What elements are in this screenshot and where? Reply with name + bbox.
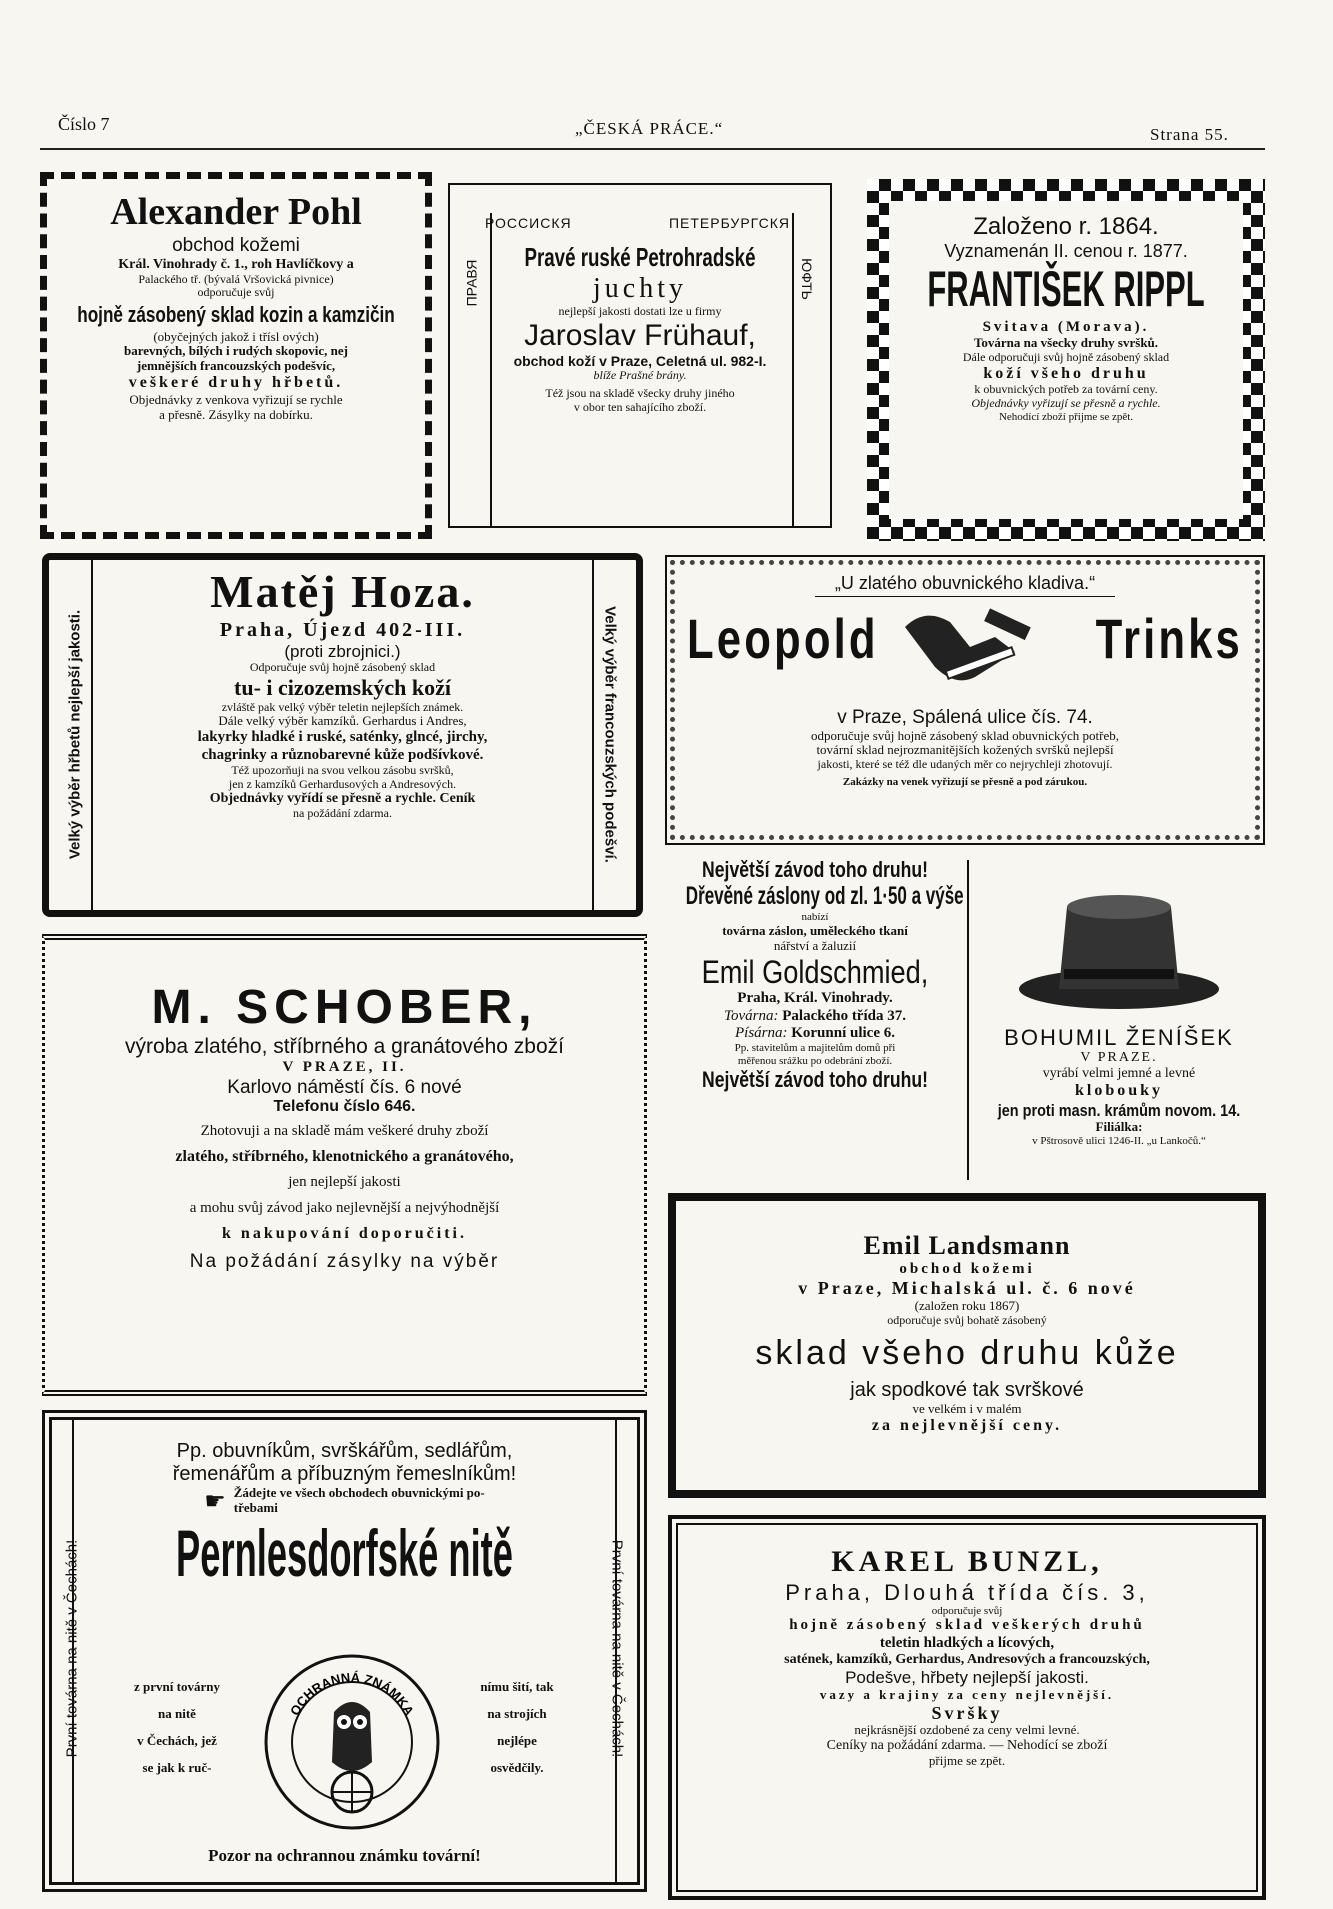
landsmann-name: Emil Landsmann	[863, 1231, 1071, 1260]
pernles-title: Pernlesdorfské nitě	[176, 1515, 513, 1590]
pohl-line9: veškeré druhy hřbetů.	[128, 374, 344, 392]
rippl-line8: Objednávky vyřizují se přesně a rychle.	[971, 395, 1161, 410]
schober-name: M. SCHOBER,	[151, 981, 538, 1034]
trinks-line2: odporučuje svůj hojně zásobený sklad obuvnických potřeb,	[811, 727, 1119, 743]
schober-line7: jen nejlepší jakosti	[288, 1174, 401, 1191]
pernles-left3: v Čechách, jež	[137, 1732, 217, 1748]
zenisek-line6: v Pštrosově ulici 1246-II. „u Lankočů.“	[1032, 1135, 1206, 1148]
pohl-line6: (obyčejných jakož i třísl ových)	[153, 328, 319, 344]
trinks-name-left: Leopold	[687, 606, 879, 670]
hammer-icon	[895, 597, 1035, 697]
ad-pernlesdorf	[42, 1410, 647, 1892]
landsmann-line7: ve velkém i v malém	[912, 1400, 1022, 1416]
pointing-hand-icon: ☛	[204, 1486, 226, 1515]
landsmann-line3: (založen roku 1867)	[914, 1297, 1020, 1313]
fruhauf-line3: blíže Prašné brány.	[593, 368, 687, 383]
schober-line10: Na požádání zásylky na výběr	[189, 1251, 500, 1273]
trinks-top: „U zlatého obuvnického kladiva.“	[834, 573, 1096, 593]
rippl-line9: Nehodící zboží přijme se zpět.	[998, 410, 1134, 423]
landsmann-line2: v Praze, Michalská ul. č. 6 nové	[798, 1278, 1136, 1299]
bunzl-line10: Ceníky na požádání zdarma. — Nehodící se zboží	[826, 1738, 1108, 1754]
bunzl-line9: nejkrásnější ozdobené za ceny velmi levné.	[854, 1722, 1080, 1738]
ad-bohumil-zenisek	[969, 857, 1269, 1187]
bunzl-line5: satének, kamzíků, Gerhardus, Andresových a francouzských,	[784, 1651, 1150, 1667]
hoza-side-left: Velký výběr hřbetů nejlepší jakosti.	[66, 609, 84, 860]
hoza-line2: (proti zbrojnici.)	[284, 641, 401, 661]
schober-line4: Telefonu číslo 646.	[273, 1098, 416, 1116]
pernles-side-right: První továrna na nitě v Čechách!	[608, 1539, 626, 1758]
rippl-line1: Založeno r. 1864.	[973, 213, 1159, 240]
hoza-name: Matěj Hoza.	[210, 566, 475, 617]
hoza-line11: Objednávky vyřídí se přesně a rychle. Ceník	[209, 791, 476, 807]
ad-emil-landsmann	[668, 1193, 1266, 1498]
zenisek-line3: klobouky	[1074, 1082, 1164, 1100]
ad-jaroslav-fruhauf	[448, 183, 832, 528]
rippl-line6: koží všeho druhu	[983, 364, 1149, 382]
hat-icon	[1009, 877, 1229, 1017]
ad-karel-bunzl	[668, 1515, 1266, 1900]
hoza-line1: Praha, Újezd 402-III.	[219, 618, 466, 641]
pernles-left2: na nitě	[158, 1705, 196, 1721]
bunzl-line7: vazy a krajiny za ceny nejlevnější.	[819, 1686, 1115, 1702]
pernles-line2: řemenářům a příbuzným řemeslníkům!	[172, 1463, 517, 1485]
landsmann-line5: sklad všeho druhu kůže	[755, 1333, 1179, 1372]
rippl-line5: Dále odporučuji svůj hojně zásobený sklad	[962, 349, 1170, 364]
goldschmied-line7: Továrna: Palackého třída 37.	[724, 1007, 906, 1024]
schober-line8: a mohu svůj závod jako nejlevnější a nejvýhodnější	[189, 1199, 500, 1216]
ad-m-schober	[42, 934, 647, 1396]
bunzl-line8: Svršky	[931, 1702, 1003, 1723]
schober-line6: zlatého, stříbrného, klenotnického a granátového,	[175, 1148, 514, 1166]
pernles-right3: nejlépe	[497, 1732, 537, 1748]
pernles-left1: z první továrny	[134, 1679, 220, 1694]
trinks-line4: jakosti, které se též dle udaných měr co nejrychleji zhotovují.	[817, 757, 1113, 772]
bunzl-line4: teletin hladkých a lícových,	[879, 1634, 1055, 1651]
bunzl-line3: hojně zásobený sklad veškerých druhů	[789, 1617, 1145, 1634]
goldschmied-line10: měřenou srážku po odebrání zboží.	[737, 1054, 893, 1067]
pernles-line3: Žádejte ve všech obchodech obuvnickými po-	[233, 1485, 485, 1500]
goldschmied-line11: Největší závod toho druhu!	[702, 1067, 928, 1093]
pohl-line5: hojně zásobený sklad kozin a kamzičin	[77, 302, 395, 328]
hoza-line9: Též upozorňuji na svou velkou zásobu svršků,	[231, 762, 454, 777]
fruhauf-title2: juchty	[593, 272, 687, 304]
fruhauf-line5: v obor ten sahajícího zboží.	[573, 400, 707, 415]
landsmann-line8: za nejlevnější ceny.	[871, 1416, 1063, 1434]
fruhauf-side-left: ПРАВЯ	[463, 259, 480, 307]
issue-number: Číslo 7	[58, 114, 110, 134]
landsmann-line1: obchod kožemi	[899, 1260, 1035, 1277]
rippl-line4: Továrna na všecky druhy svršků.	[973, 335, 1159, 351]
goldschmied-line9: Pp. stavitelům a majitelům domů při	[734, 1042, 896, 1055]
rippl-line7: k obuvnických potřeb za tovární ceny.	[974, 382, 1158, 397]
pernles-right4: osvědčily.	[490, 1759, 544, 1775]
goldschmied-line6: Praha, Král. Vinohrady.	[737, 990, 893, 1007]
schober-line9: k nakupování doporučiti.	[222, 1224, 467, 1242]
trinks-line3: tovární sklad nejrozmanitějších kožených svršků nejlepší	[816, 742, 1114, 758]
pohl-name: Alexander Pohl	[110, 191, 362, 233]
fruhauf-title1: Pravé ruské Petrohradské	[524, 242, 756, 272]
trinks-line1: v Praze, Spálená ulice čís. 74.	[837, 706, 1093, 728]
pohl-line11: a přesně. Zásylky na dobírku.	[159, 406, 313, 422]
goldschmied-line4: továrna záslon, uměleckého tkaní	[722, 922, 908, 938]
pernles-right1: nímu šití, tak	[480, 1679, 554, 1694]
trinks-line5: Zakázky na venek vyřizují se přesně a pod zárukou.	[842, 776, 1088, 789]
journal-title: „ČESKÁ PRÁCE.“	[575, 119, 724, 138]
zenisek-line1: V PRAZE.	[1080, 1050, 1158, 1066]
bunzl-line1: Praha, Dlouhá třída čís. 3,	[785, 1579, 1149, 1605]
bunzl-line2: odporučuje svůj	[931, 1604, 1003, 1617]
fruhauf-line1: nejlepší jakosti dostati lze u firmy	[558, 304, 722, 319]
rippl-line2: Vyznamenán II. cenou r. 1877.	[944, 240, 1188, 261]
pernles-side-left: První továrna na nitě v Čechách!	[63, 1539, 81, 1758]
fruhauf-line2: obchod koží v Praze, Celetná ul. 982-I.	[513, 353, 767, 370]
hoza-side-right: Velký výběr francouzských podešví.	[601, 606, 619, 863]
goldschmied-line5: nářství a žaluzií	[773, 937, 857, 953]
hoza-line3: Odporučuje svůj hojně zásobený sklad	[249, 660, 436, 675]
bunzl-name: KAREL BUNZL,	[831, 1545, 1103, 1578]
hoza-line10: jen z kamzíků Gerhardusových a Andresových.	[228, 776, 457, 791]
header-rule	[40, 148, 1265, 150]
pohl-line10: Objednávky z venkova vyřizují se rychle	[129, 391, 343, 407]
pohl-line2: Král. Vinohrady č. 1., roh Havlíčkovy a	[118, 256, 354, 272]
pernles-right2: na strojích	[487, 1705, 547, 1721]
fruhauf-side-right: ЮФТЬ	[799, 258, 816, 300]
trademark-text: OCHRANNÁ ZNÁMKA	[287, 1669, 417, 1719]
pohl-line1: obchod kožemi	[172, 234, 300, 256]
hoza-line4: tu- i cizozemských koží	[234, 675, 451, 701]
rippl-line3: Svitava (Morava).	[982, 318, 1150, 335]
hoza-line12: na požádání zdarma.	[293, 806, 392, 821]
hoza-line7: lakyrky hladké i ruské, saténky, glncé, jirchy,	[197, 729, 488, 746]
pernles-footer: Pozor na ochrannou známku tovární!	[208, 1846, 481, 1866]
ad-alexander-pohl	[40, 172, 432, 539]
landsmann-line6: jak spodkové tak svrškové	[850, 1378, 1084, 1401]
zenisek-name: BOHUMIL ŽENÍŠEK	[1004, 1025, 1234, 1050]
pernles-line1: Pp. obuvníkům, svrškářům, sedlářům,	[176, 1440, 513, 1462]
ad-matej-hoza	[42, 553, 643, 917]
ad-frantisek-rippl	[867, 179, 1265, 541]
goldschmied-name: Emil Goldschmied,	[701, 953, 929, 990]
zenisek-line5: Filiálka:	[1095, 1119, 1143, 1135]
goldschmied-line2: Dřevěné záslony od zl. 1·50 a výše	[685, 882, 964, 911]
pohl-line7: barevných, bílých i rudých skopovic, nej	[123, 343, 349, 359]
zenisek-line4: jen proti masn. krámům novom. 14.	[997, 1100, 1241, 1120]
pernles-line4: třebami	[233, 1499, 278, 1515]
schober-line1: výroba zlatého, stříbrného a granátového zboží	[125, 1035, 564, 1059]
owl-trademark-icon	[262, 1652, 442, 1832]
fruhauf-name: Jaroslav Frühauf,	[524, 318, 756, 352]
hoza-line8: chagrinky a různobarevné kůže podšívkové.	[201, 746, 484, 763]
bunzl-line6: Podešve, hřbety nejlepší jakosti.	[845, 1668, 1089, 1688]
pernles-left4: se jak k ruč-	[142, 1759, 212, 1775]
page-number: Strana 55.	[1150, 125, 1229, 144]
zenisek-line2: vyrábí velmi jemné a levné	[1042, 1066, 1196, 1082]
fruhauf-top-left: РОССИСКЯ	[485, 215, 572, 231]
ad-leopold-trinks	[665, 555, 1265, 845]
goldschmied-line8: Písárna: Korunní ulice 6.	[734, 1024, 895, 1041]
rippl-name: FRANTIŠEK RIPPL	[927, 261, 1205, 318]
pohl-line3: Palackého tř. (bývalá Vršovická pivnice)	[138, 271, 334, 286]
goldschmied-line3: nabízí	[801, 911, 829, 924]
pohl-line8: jemnějších francouzských podešvíc,	[136, 358, 336, 374]
bunzl-line11: přijme se zpět.	[928, 1753, 1006, 1769]
pohl-line4: odporučuje svůj	[197, 285, 275, 300]
fruhauf-line4: Též jsou na skladě všecky druhy jiného	[545, 386, 735, 401]
ad-emil-goldschmied	[665, 857, 965, 1187]
trinks-name-right: Trinks	[1095, 606, 1243, 670]
schober-line3: Karlovo náměstí čís. 6 nové	[227, 1076, 462, 1098]
hoza-line6: Dále velký výběr kamzíků. Gerhardus i Andres,	[218, 713, 467, 729]
hoza-line5: zvláště pak velký výběr teletin nejlepších známek.	[221, 699, 464, 714]
fruhauf-top-right: ПЕТЕРБУРГСКЯ	[668, 215, 790, 231]
landsmann-line4: odporučuje svůj bohatě zásobený	[887, 1312, 1047, 1327]
goldschmied-line1: Největší závod toho druhu!	[702, 857, 928, 882]
schober-line5: Zhotovuji a na skladě mám veškeré druhy zboží	[200, 1122, 489, 1139]
schober-line2: V PRAZE, II.	[282, 1059, 407, 1076]
